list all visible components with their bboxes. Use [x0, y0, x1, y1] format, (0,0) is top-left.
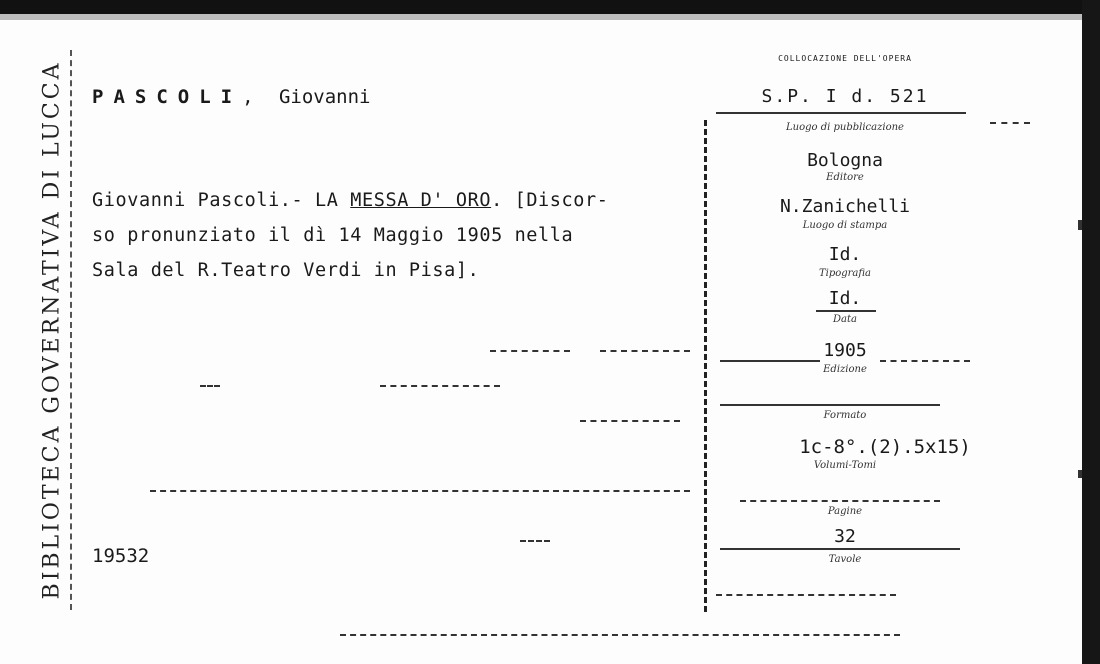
field-rule-tail — [990, 122, 1030, 124]
field-rule — [720, 360, 820, 362]
dash-rule — [490, 350, 570, 352]
dash-rule — [600, 350, 690, 352]
field-rule — [716, 112, 966, 114]
card-top-border — [0, 0, 1100, 14]
bottom-dash-rule — [340, 634, 900, 636]
field-rule — [880, 360, 970, 362]
description-line-1-pre: Giovanni Pascoli.- LA — [92, 190, 351, 211]
description-line-2: so pronunziato il dì 14 Maggio 1905 nella — [92, 225, 574, 246]
dash-rule — [520, 540, 550, 542]
date-label: Data — [833, 314, 857, 325]
format-label: Formato — [823, 410, 867, 421]
volumes-value: 1c-8°.(2).5x15) — [799, 436, 971, 458]
library-stamp: BIBLIOTECA GOVERNATIVA DI LUCCA — [39, 60, 65, 600]
author-given-name: Giovanni — [278, 86, 371, 108]
edition-value: 1905 — [823, 340, 867, 361]
publisher-value: N.Zanichelli — [779, 196, 911, 217]
pages-label: Pagine — [827, 506, 863, 517]
edge-speck — [1078, 220, 1082, 230]
left-margin-rule — [70, 50, 72, 610]
date-value: Id. — [828, 288, 862, 309]
field-rule — [720, 404, 940, 406]
card-top-shadow — [0, 14, 1100, 20]
author-separator: , — [242, 86, 254, 108]
place-of-printing-label: Luogo di stampa — [802, 220, 888, 231]
volumes-label: Volumi-Tomi — [813, 460, 877, 471]
publisher-label: Editore — [826, 172, 864, 183]
place-of-publication-value: Bologna — [807, 150, 883, 171]
field-rule — [816, 310, 876, 312]
description-line-1 — [92, 190, 609, 211]
collocation-header: COLLOCAZIONE DELL'OPERA — [778, 54, 912, 63]
plates-value: 32 — [834, 526, 856, 547]
field-rule — [740, 500, 940, 502]
description-line-1-post: . [Discor- — [491, 190, 609, 211]
field-rule — [716, 594, 896, 596]
field-rule — [720, 548, 960, 550]
dash-rule — [380, 385, 500, 387]
dash-rule — [200, 385, 220, 387]
column-divider-rule — [704, 120, 707, 612]
dash-rule — [580, 420, 680, 422]
printer-value: Id. — [828, 244, 862, 265]
inventory-number: 19532 — [92, 545, 150, 567]
work-title: MESSA D' ORO — [350, 190, 492, 211]
description-line-3: Sala del R.Teatro Verdi in Pisa]. — [92, 260, 480, 281]
place-of-publication-label: Luogo di pubblicazione — [786, 122, 904, 133]
collocation-value: S.P. I d. 521 — [761, 86, 929, 107]
author-surname: PASCOLI — [92, 86, 243, 108]
card-right-edge — [1082, 0, 1100, 664]
edition-label: Edizione — [823, 364, 867, 375]
dash-rule — [150, 490, 690, 492]
printer-label: Tipografia — [818, 268, 872, 279]
edge-speck — [1078, 470, 1082, 478]
plates-label: Tavole — [828, 554, 862, 565]
author-heading — [92, 86, 371, 108]
